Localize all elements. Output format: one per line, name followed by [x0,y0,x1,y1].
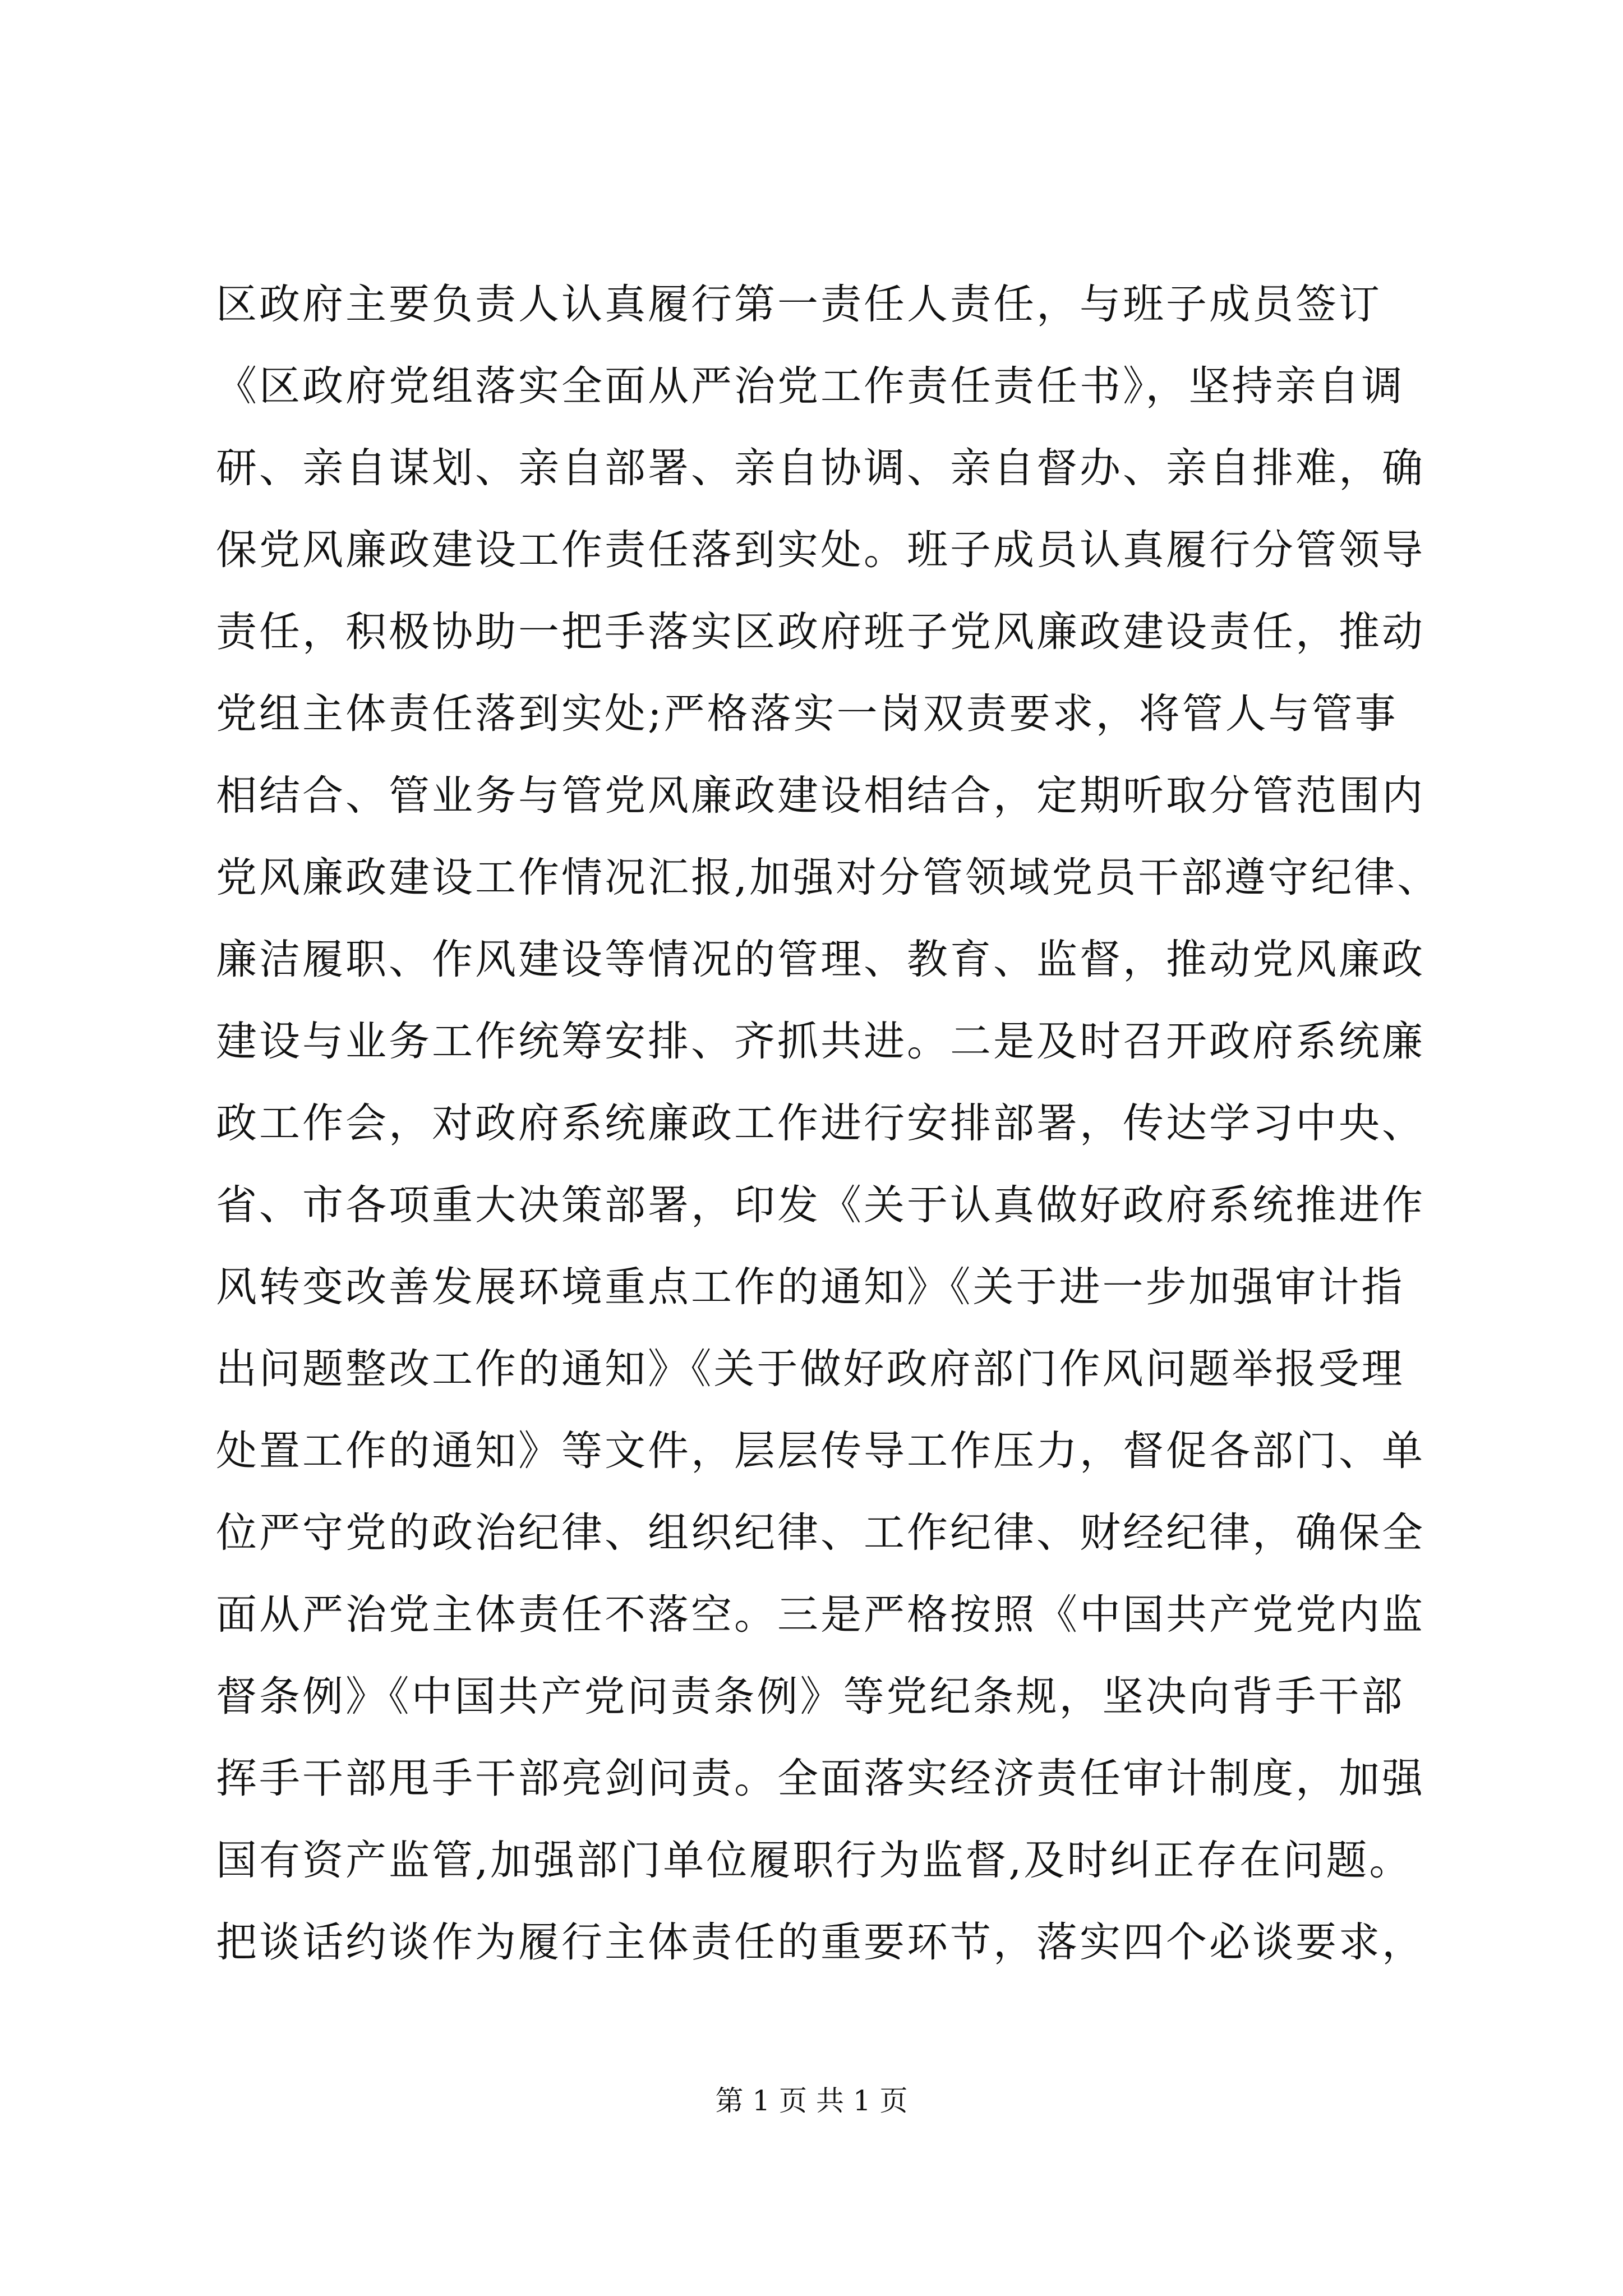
text-line: 区政府主要负责人认真履行第一责任人责任，与班子成员签订 [216,280,1382,328]
text-line: 相结合、管业务与管党风廉政建设相结合，定期听取分管范围内 [216,772,1425,820]
body-text [216,264,1450,1984]
text-line: 责任，积极协助一把手落实区政府班子党风廉政建设责任，推动 [216,608,1425,656]
text-line: 国有资产监管,加强部门单位履职行为监督,及时纠正存在问题。 [216,1837,1413,1884]
text-line: 风转变改善发展环境重点工作的通知》《关于进一步加强审计指 [216,1263,1405,1311]
text-line: 保党风廉政建设工作责任落到实处。班子成员认真履行分管领导 [216,526,1425,574]
text-line: 处置工作的通知》等文件，层层传导工作压力，督促各部门、单 [216,1427,1425,1475]
text-line: 廉洁履职、作风建设等情况的管理、教育、监督，推动党风廉政 [216,936,1425,983]
text-line: 把谈话约谈作为履行主体责任的重要环节，落实四个必谈要求， [216,1918,1425,1966]
text-line: 省、市各项重大决策部署，印发《关于认真做好政府系统推进作 [216,1181,1425,1229]
text-line: 出问题整改工作的通知》《关于做好政府部门作风问题举报受理 [216,1345,1405,1393]
page-footer: 第 1 页 共 1 页 [715,2085,908,2117]
text-line: 《区政府党组落实全面从严治党工作责任责任书》，坚持亲自调 [216,362,1405,410]
text-line: 党风廉政建设工作情况汇报,加强对分管领域党员干部遵守纪律、 [216,854,1441,901]
text-line: 位严守党的政治纪律、组织纪律、工作纪律、财经纪律，确保全 [216,1509,1425,1557]
text-line: 督条例》《中国共产党问责条例》等党纪条规，坚决向背手干部 [216,1673,1405,1720]
text-line: 挥手干部甩手干部亮剑问责。全面落实经济责任审计制度，加强 [216,1755,1425,1802]
text-line: 党组主体责任落到实处;严格落实一岗双责要求，将管人与管事 [216,690,1398,738]
text-line: 研、亲自谋划、亲自部署、亲自协调、亲自督办、亲自排难，确 [216,444,1425,492]
text-line: 政工作会，对政府系统廉政工作进行安排部署，传达学习中央、 [216,1099,1425,1147]
text-line: 面从严治党主体责任不落空。三是严格按照《中国共产党党内监 [216,1591,1425,1639]
text-line: 建设与业务工作统筹安排、齐抓共进。二是及时召开政府系统廉 [216,1018,1425,1065]
